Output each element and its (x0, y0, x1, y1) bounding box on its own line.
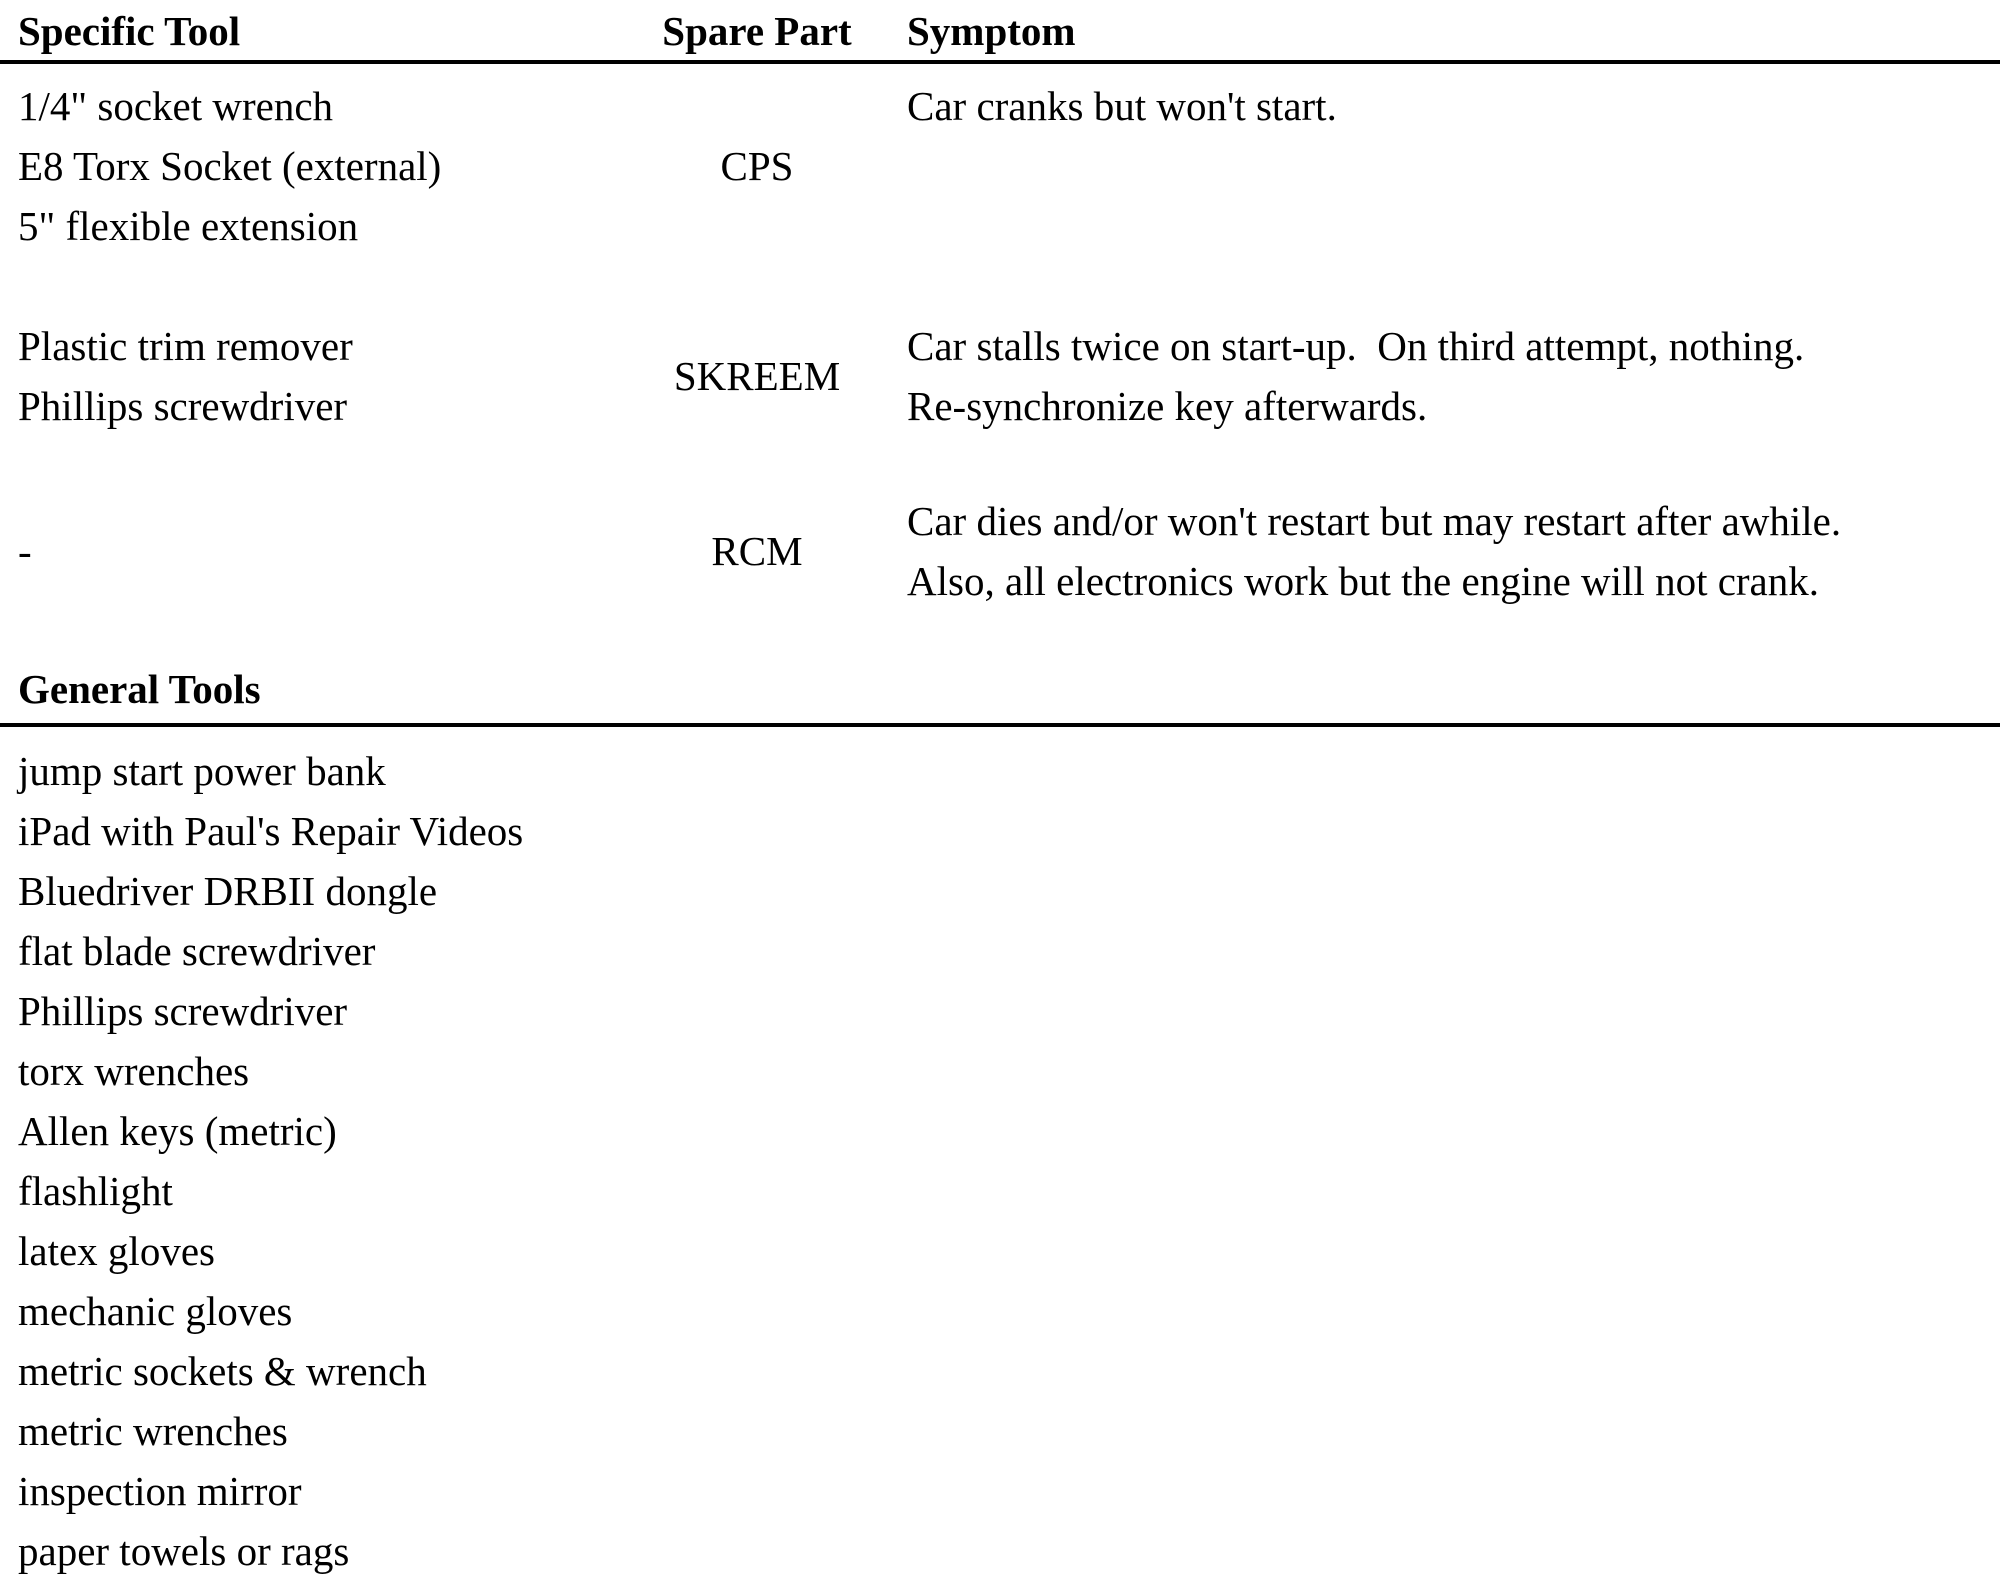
list-item: paper towels or rags (18, 1528, 350, 1574)
symptom-line: Also, all electronics work but the engine will not crank. (907, 558, 1820, 604)
symptom-line: Car dies and/or won't restart but may restart after awhile. (907, 498, 1842, 544)
spare-part-cell: SKREEM (673, 353, 841, 399)
table-header-row (0, 0, 2000, 62)
list-item: inspection mirror (18, 1468, 302, 1514)
tool-line: Phillips screwdriver (18, 383, 348, 429)
list-item: Phillips screwdriver (18, 988, 348, 1034)
list-item: metric sockets & wrench (18, 1348, 427, 1394)
list-item: metric wrenches (18, 1408, 288, 1454)
symptom-line: Car stalls twice on start-up. On third attempt, nothing. (907, 323, 1805, 369)
list-item: torx wrenches (18, 1048, 250, 1094)
specific-tools-table (0, 0, 2000, 611)
tool-line: - (18, 528, 32, 574)
table-row-rcm (0, 491, 2000, 611)
symptom-cell (882, 62, 2000, 256)
header-specific-tool: Specific Tool (0, 0, 632, 62)
spare-part-cell: CPS (720, 143, 794, 189)
table-row-skreem (0, 316, 2000, 436)
general-tools-section (0, 663, 2000, 1581)
row-spacer (0, 256, 2000, 316)
tool-line: Plastic trim remover (18, 323, 353, 369)
symptom-cell (882, 491, 2000, 611)
tool-line: 1/4" socket wrench (18, 83, 334, 129)
tools-cell (0, 491, 632, 611)
list-item: iPad with Paul's Repair Videos (18, 808, 524, 854)
list-item: flashlight (18, 1168, 173, 1214)
list-item: flat blade screwdriver (18, 928, 376, 974)
list-item: mechanic gloves (18, 1288, 293, 1334)
list-item: Bluedriver DRBII dongle (18, 868, 438, 914)
general-tools-heading: General Tools (0, 663, 2000, 727)
header-spare-part: Spare Part (632, 0, 882, 62)
tool-line: E8 Torx Socket (external) (18, 143, 442, 189)
symptom-line: Re-synchronize key afterwards. (907, 383, 1428, 429)
symptom-cell (882, 316, 2000, 436)
spare-part-cell: RCM (711, 528, 803, 574)
tool-line: 5" flexible extension (18, 203, 359, 249)
list-item: latex gloves (18, 1228, 215, 1274)
list-item: jump start power bank (18, 748, 386, 794)
tools-cell (0, 316, 632, 436)
list-item: Allen keys (metric) (18, 1108, 337, 1154)
header-symptom: Symptom (882, 0, 2000, 62)
row-spacer (0, 436, 2000, 491)
table-row-cps (0, 62, 2000, 256)
symptom-line: Car cranks but won't start. (907, 83, 1337, 129)
general-tools-list (0, 727, 2000, 1581)
tools-cell (0, 62, 632, 256)
